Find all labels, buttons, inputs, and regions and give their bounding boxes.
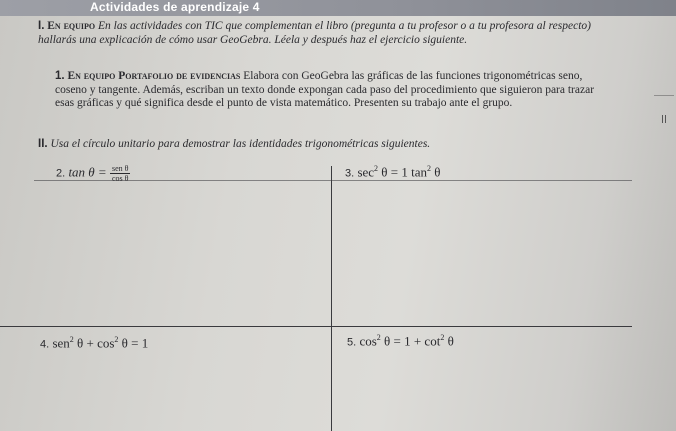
section-1-paragraph — [38, 20, 594, 47]
identity-2-lhs: tan θ = — [68, 164, 107, 180]
page-header — [0, 0, 676, 16]
identity-4-exponent: 2 — [69, 335, 74, 344]
identity-3-exponent: 2 — [427, 164, 431, 173]
section-2-paragraph — [38, 138, 598, 152]
identity-4-part: sen — [52, 335, 70, 351]
identity-4-exponent: 2 — [114, 335, 119, 344]
header-title: Actividades de aprendizaje 4 — [90, 0, 260, 14]
identity-5 — [347, 333, 454, 349]
identity-3-exponent: 2 — [374, 164, 379, 173]
item-1-lead: En equipo Portafolio de evidencias — [67, 70, 241, 82]
identity-3-part: sec — [357, 164, 375, 180]
identity-4 — [40, 335, 148, 351]
identity-4-part: θ + cos — [73, 335, 115, 351]
edge-mark — [662, 115, 663, 123]
section-1-text: En las actividades con TIC que complementan el libro (pregunta a tu profesor o a tu profesora al respecto) hallarás una explicación de cómo usar GeoGebra. Léela y después haz el ejercicio siguiente. — [38, 20, 591, 46]
item-1-paragraph — [55, 70, 597, 111]
box-middle-line — [0, 326, 632, 327]
section-2-text: Usa el círculo unitario para demostrar las identidades trigonométricas siguientes. — [50, 138, 431, 150]
identity-5-part: cos — [359, 333, 377, 349]
identity-2-number: 2. — [56, 167, 66, 180]
section-1-number: I. — [38, 20, 45, 32]
identity-5-exponent: 2 — [440, 333, 445, 342]
section-1-lead: En equipo — [47, 20, 96, 32]
identity-2-fraction — [110, 164, 131, 183]
identity-4-part: θ = 1 — [118, 335, 149, 351]
identity-3-part: θ = 1 tan — [378, 164, 427, 180]
identity-5-part: θ — [444, 333, 454, 349]
section-2-number: II. — [38, 138, 48, 150]
identity-5-part: θ = 1 + cot — [380, 333, 441, 349]
item-1-number: 1. — [55, 70, 65, 82]
identity-2 — [56, 164, 130, 183]
edge-mark — [654, 95, 674, 96]
edge-mark — [665, 115, 666, 123]
box-vertical-line — [331, 166, 332, 431]
identity-3-number: 3. — [345, 167, 355, 180]
item-1-text: Elabora con GeoGebra las gráficas de las funciones trigonométricas seno, coseno y tangente. Además, escriban un texto donde expongan cada paso del procedimiento que siguieron para trazar esas gráficas y qué significa desde el punto de vista matemático. Presenten su trabajo ante el grupo. — [55, 70, 595, 109]
identity-4-number: 4. — [40, 338, 50, 351]
identity-3 — [345, 164, 440, 180]
identity-3-part: θ — [431, 164, 441, 180]
identity-5-number: 5. — [347, 336, 357, 349]
identity-5-exponent: 2 — [376, 333, 381, 342]
fraction-numerator: sen θ — [111, 164, 129, 173]
fraction-denominator: cos θ — [111, 174, 129, 183]
